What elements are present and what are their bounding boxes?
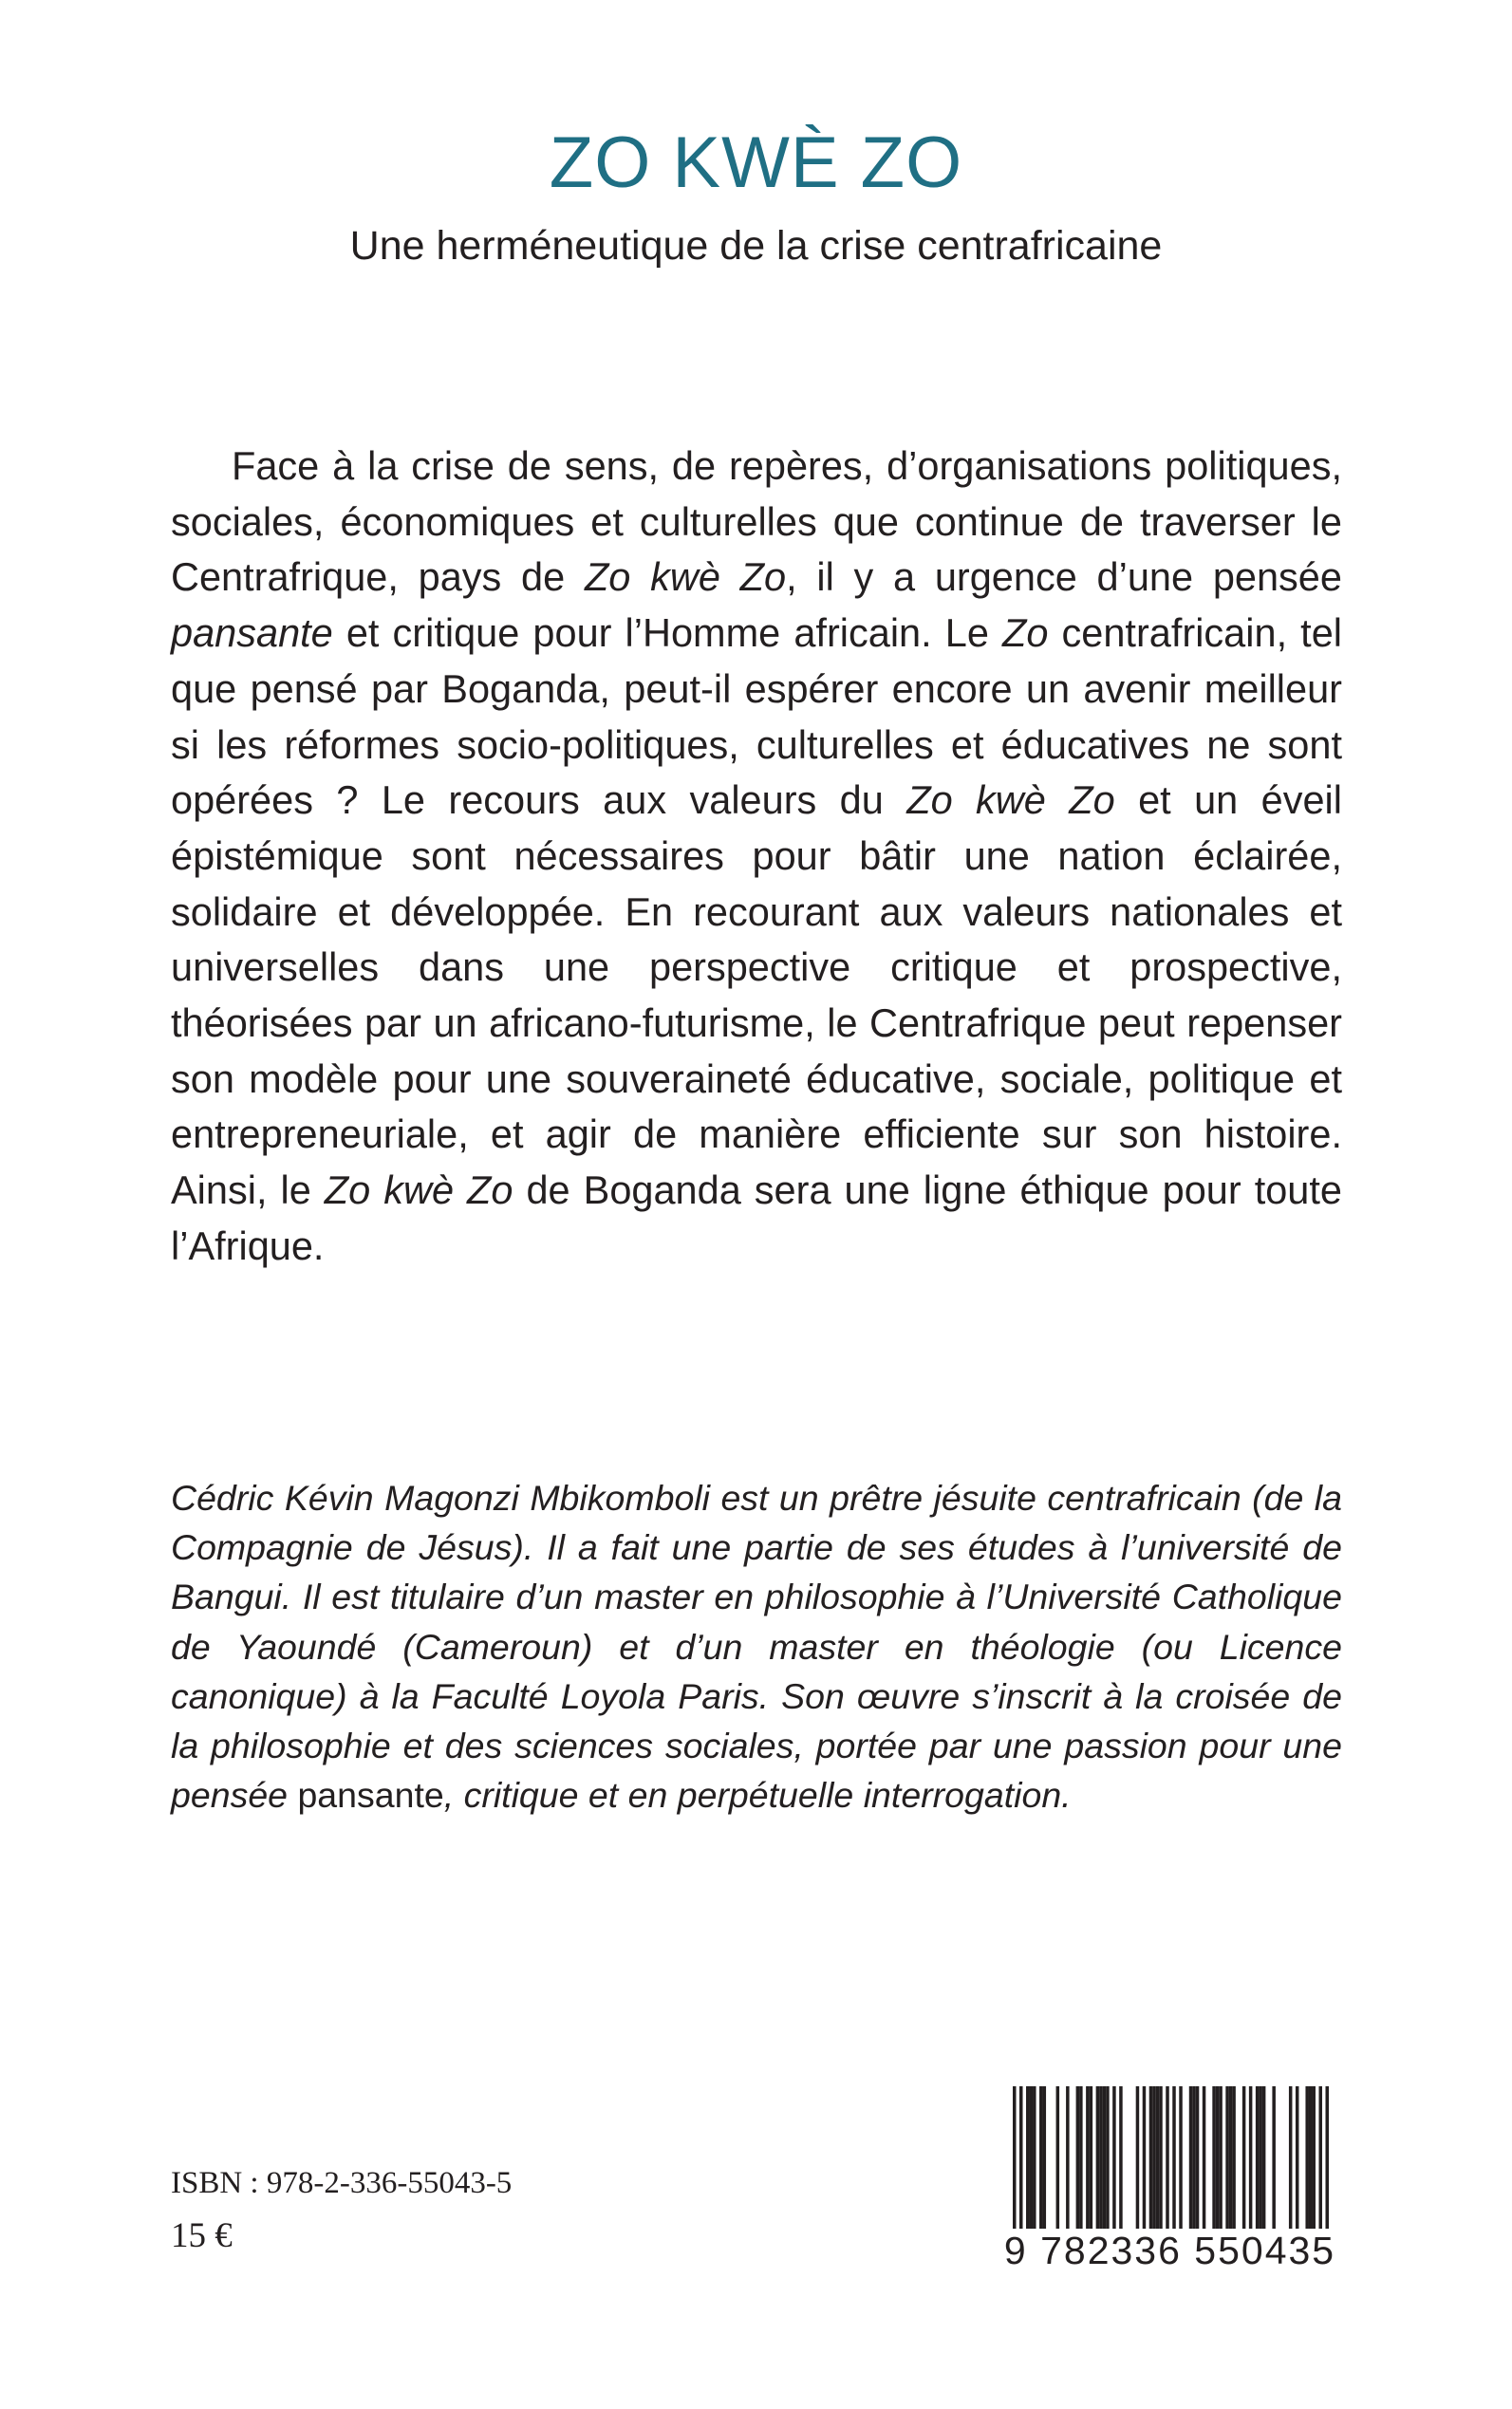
- barcode-bar: [1086, 2086, 1090, 2229]
- barcode-bar: [1033, 2086, 1036, 2229]
- barcode-bar: [1219, 2086, 1223, 2229]
- barcode-bar: [1026, 2086, 1030, 2229]
- blurb-italic-5: Zo kwè Zo: [324, 1167, 513, 1213]
- barcode-bar: [1212, 2086, 1216, 2229]
- barcode-bar: [1159, 2086, 1163, 2229]
- blurb-italic-4: Zo kwè Zo: [906, 777, 1115, 823]
- blurb-paragraph: [171, 439, 1342, 1275]
- barcode-bar: [1079, 2086, 1083, 2229]
- barcode-bar: [1166, 2086, 1169, 2229]
- blurb-text-2: , il y a urgence d’une pensée: [786, 554, 1342, 600]
- barcode-bar: [1149, 2086, 1153, 2229]
- barcode-bar: [1096, 2086, 1100, 2229]
- barcode-bar: [1090, 2086, 1093, 2229]
- barcode-bar: [1232, 2086, 1236, 2229]
- barcode-bar: [1196, 2086, 1200, 2229]
- barcode-bar: [1192, 2086, 1196, 2229]
- barcode-bar: [1076, 2086, 1080, 2229]
- barcode-digits: 9 782336 550435: [1003, 2229, 1336, 2272]
- book-subtitle: Une herméneutique de la crise centrafricaine: [349, 223, 1163, 269]
- barcode-bar: [1312, 2086, 1316, 2229]
- barcode-bar: [1112, 2086, 1116, 2229]
- barcode-bar: [1179, 2086, 1183, 2229]
- barcode-bar: [1259, 2086, 1262, 2229]
- barcode-bar: [1296, 2086, 1299, 2229]
- barcode-bar: [1203, 2086, 1206, 2229]
- barcode-bar: [1172, 2086, 1176, 2229]
- bio-text-2: , critique et en perpétuelle interrogation.: [443, 1775, 1072, 1816]
- bio-upright-word: pansante: [297, 1775, 444, 1816]
- barcode-bar: [1066, 2086, 1070, 2229]
- barcode-bar: [1225, 2086, 1229, 2229]
- barcode-bar: [1256, 2086, 1260, 2229]
- barcode-bar: [1143, 2086, 1147, 2229]
- barcode-bar: [1030, 2086, 1034, 2229]
- author-name: Cédric Kévin Magonzi Mbikomboli: [171, 1478, 710, 1518]
- barcode-bar: [1289, 2086, 1293, 2229]
- blurb-text-5: et un éveil épistémique sont nécessaires pour bâtir une nation éclairée, solidaire et développée. En recourant aux valeurs nationales et universelles dans une perspective critique et prospective, théorisées par un africano-futurisme, le Centrafrique peut repenser son modèle pour une souveraineté éducative, sociale, politique et entrepreneuriale, et agir de manière efficiente sur son histoire. Ainsi, le: [171, 777, 1342, 1213]
- price-label: 15 €: [171, 2216, 233, 2255]
- bio-text-1: est un prêtre jésuite centrafricain (de la Compagnie de Jésus). Il a fait une partie de ses études à l’université de Bangui. Il est titulaire d’un master en philosophie à l’Université Catholique de Yaoundé (Cameroun) et d’un master en théologie (ou Licence canonique) à la Faculté Loyola Paris. Son œuvre s’inscrit à la croisée de la philosophie et des sciences sociales, portée par une passion pour une pensée: [171, 1478, 1342, 1816]
- barcode: [1001, 2079, 1338, 2283]
- barcode-bar: [1106, 2086, 1110, 2229]
- barcode-bar: [1136, 2086, 1140, 2229]
- barcode-bar: [1152, 2086, 1156, 2229]
- book-title: ZO KWÈ ZO: [549, 122, 963, 203]
- barcode-bar: [1318, 2086, 1322, 2229]
- barcode-bar: [1242, 2086, 1246, 2229]
- blurb-italic-3: Zo: [1002, 610, 1049, 656]
- barcode-bar: [1229, 2086, 1233, 2229]
- barcode-bar: [1309, 2086, 1313, 2229]
- barcode-bar: [1039, 2086, 1043, 2229]
- barcode-bar: [1013, 2086, 1017, 2229]
- barcode-bars-graphic: [1013, 2086, 1329, 2229]
- barcode-bar: [1119, 2086, 1123, 2229]
- barcode-bar: [1056, 2086, 1060, 2229]
- barcode-bar: [1272, 2086, 1276, 2229]
- barcode-bar: [1189, 2086, 1193, 2229]
- barcode-bar: [1249, 2086, 1253, 2229]
- isbn-label: ISBN : 978-2-336-55043-5: [171, 2166, 513, 2200]
- barcode-bar: [1019, 2086, 1023, 2229]
- barcode-bar: [1099, 2086, 1103, 2229]
- barcode-bar: [1103, 2086, 1107, 2229]
- blurb-italic-1: Zo kwè Zo: [584, 554, 787, 600]
- author-bio: [171, 1473, 1342, 1820]
- barcode-bar: [1305, 2086, 1309, 2229]
- barcode-bar: [1156, 2086, 1160, 2229]
- barcode-bar: [1325, 2086, 1329, 2229]
- blurb-italic-2: pansante: [171, 610, 333, 656]
- blurb-text-4: centrafricain, tel que pensé par Boganda, peut-il espérer encore un avenir meilleur si les réformes socio-politiques, culturelles et éducatives ne sont opérées ? Le recours aux valeurs du: [171, 610, 1343, 823]
- blurb-text-3: et critique pour l’Homme africain. Le: [332, 610, 1002, 656]
- barcode-bar: [1043, 2086, 1047, 2229]
- barcode-bar: [1262, 2086, 1266, 2229]
- blurb-text-1: Face à la crise de sens, de repères, d’organisations politiques, sociales, économiques et culturelles que continue de traverser le Centrafrique, pays de: [171, 443, 1342, 600]
- barcode-bar: [1216, 2086, 1220, 2229]
- blurb-text-6: de Boganda sera une ligne éthique pour toute l’Afrique.: [171, 1167, 1342, 1268]
